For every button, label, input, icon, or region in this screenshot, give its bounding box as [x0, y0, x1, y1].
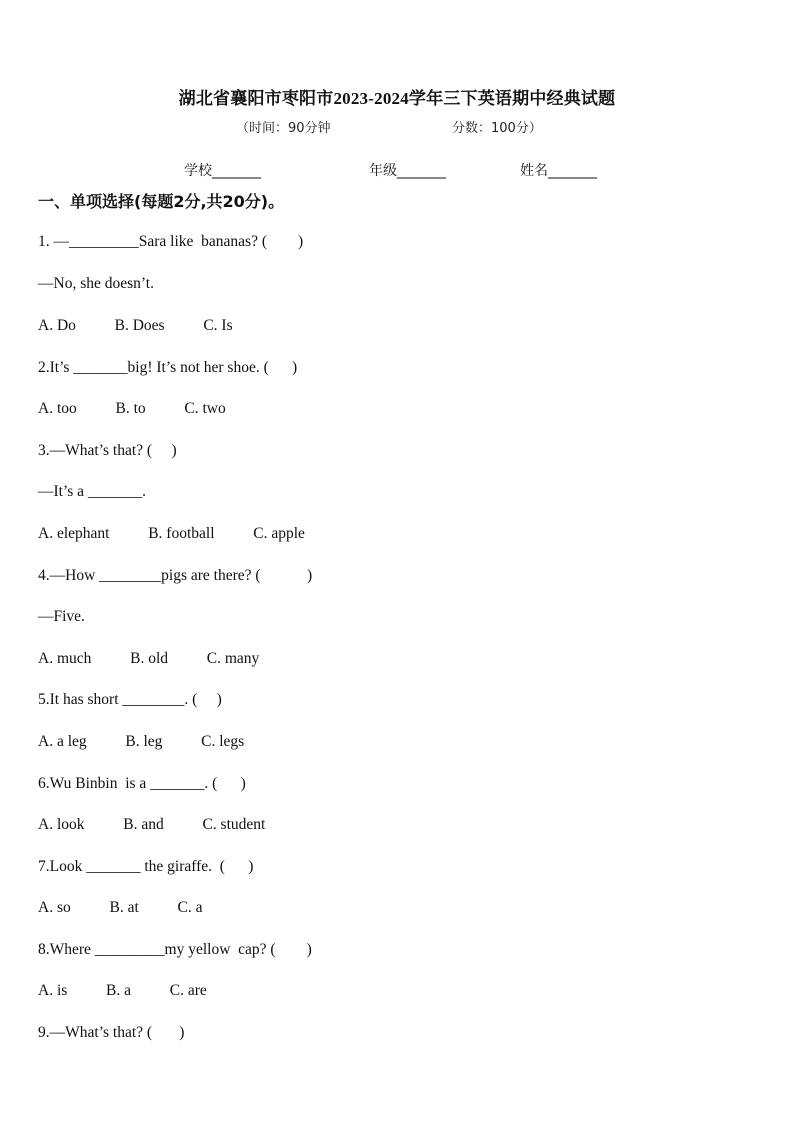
exam-score: 分数：100分）: [452, 121, 542, 136]
exam-title: 湖北省襄阳市枣阳市2023-2024学年三下英语期中经典试题: [178, 89, 616, 108]
options-3: A. elephant B. football C. apple: [38, 525, 305, 542]
question-4: 4.—How ________pigs are there? ( ): [38, 567, 313, 584]
question-6: 6.Wu Binbin is a _______. ( ): [38, 775, 246, 792]
options-8: A. is B. a C. are: [38, 982, 207, 999]
question-8: 8.Where _________my yellow cap? ( ): [38, 941, 312, 958]
section-title: 一、单项选择(每题2分,共20分)。: [38, 192, 285, 211]
question-5: 5.It has short ________. ( ): [38, 691, 222, 708]
question-1: 1. —_________Sara like bananas? ( ): [38, 233, 304, 250]
exam-time: （时间：90分钟: [236, 121, 331, 136]
answer-3: —It’s a _______.: [38, 483, 147, 500]
options-4: A. much B. old C. many: [38, 650, 260, 667]
name-field[interactable]: 姓名_______: [520, 163, 597, 179]
school-field[interactable]: 学校_______: [184, 163, 261, 179]
grade-field[interactable]: 年级_______: [369, 163, 446, 179]
options-6: A. look B. and C. student: [38, 816, 266, 833]
options-1: A. Do B. Does C. Is: [38, 317, 233, 334]
options-2: A. too B. to C. two: [38, 400, 226, 417]
answer-1: —No, she doesn’t.: [38, 275, 154, 292]
options-7: A. so B. at C. a: [38, 899, 203, 916]
answer-4: —Five.: [38, 608, 85, 625]
question-9: 9.—What’s that? ( ): [38, 1024, 185, 1041]
options-5: A. a leg B. leg C. legs: [38, 733, 245, 750]
question-3: 3.—What’s that? ( ): [38, 442, 177, 459]
question-2: 2.It’s _______big! It’s not her shoe. ( ): [38, 359, 298, 376]
question-7: 7.Look _______ the giraffe. ( ): [38, 858, 254, 875]
